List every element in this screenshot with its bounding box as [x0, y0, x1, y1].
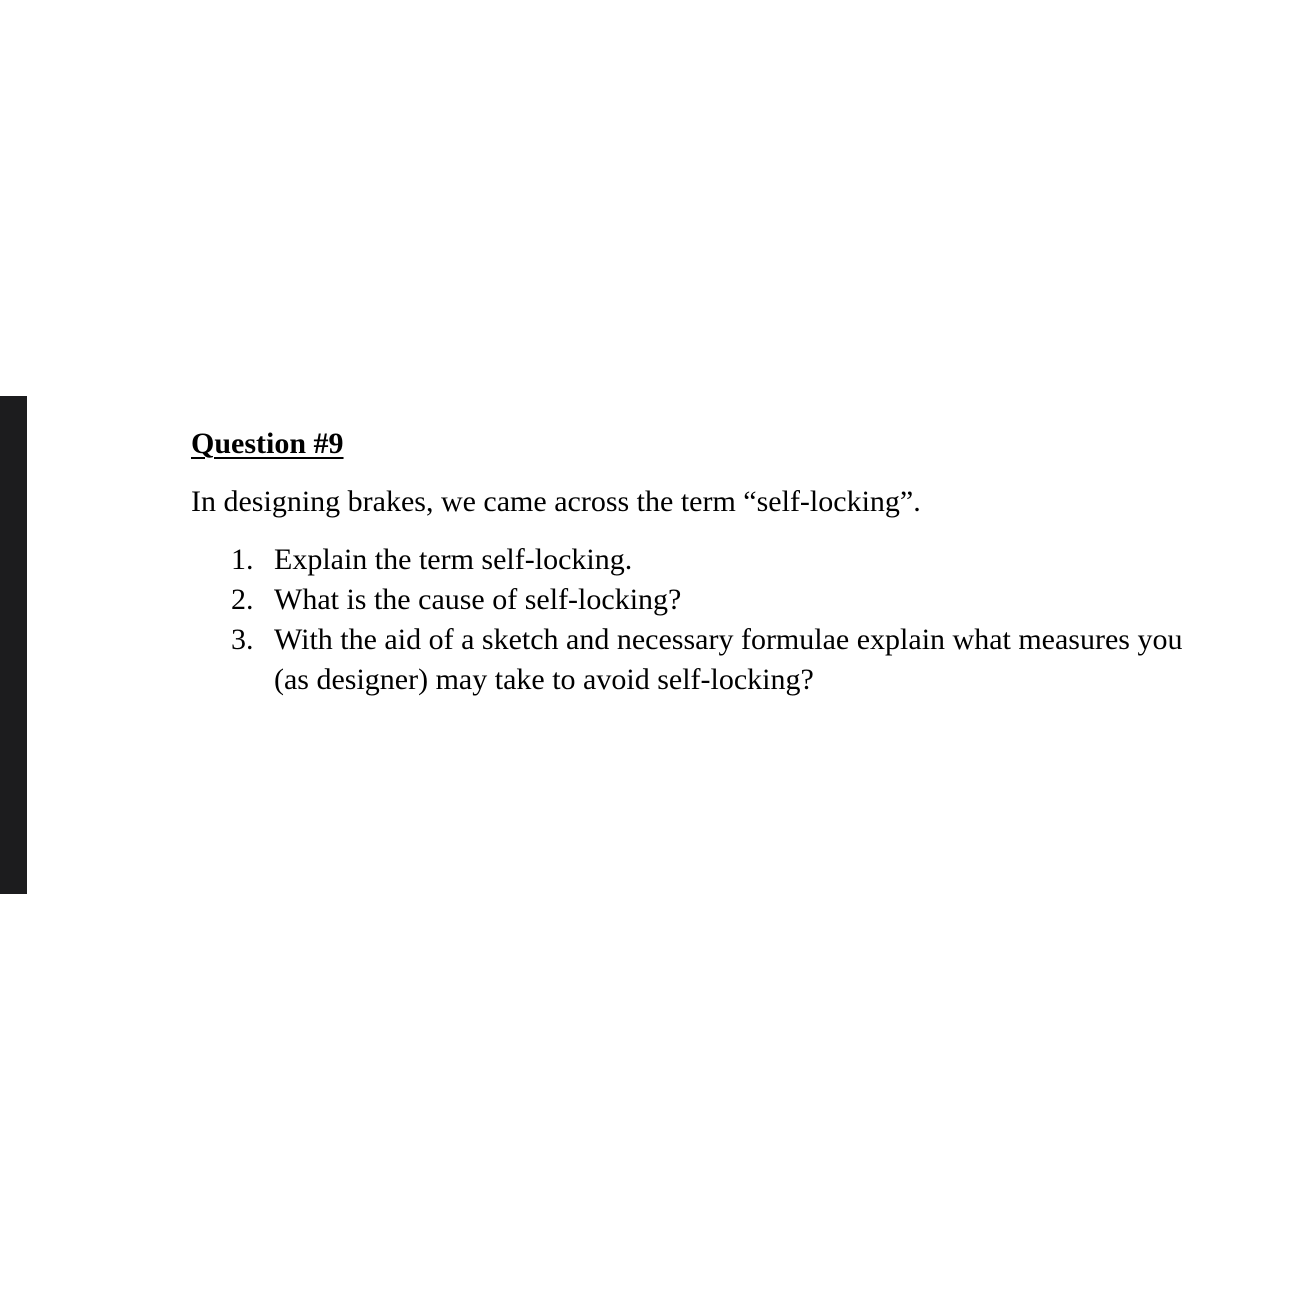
list-item-number: 2. [231, 583, 254, 616]
list-item [191, 540, 1271, 580]
question-list [191, 540, 1271, 700]
list-item [191, 580, 1271, 620]
list-item-text: What is the cause of self-locking? [274, 583, 682, 616]
question-block [191, 424, 1271, 700]
question-title: Question #9 [191, 427, 344, 460]
list-item-number: 3. [231, 623, 254, 656]
list-item-text-line-2: (as designer) may take to avoid self-locking? [274, 663, 814, 696]
question-intro: In designing brakes, we came across the term “self-locking”. [191, 485, 921, 518]
list-item [191, 620, 1271, 700]
left-edge-bar [0, 396, 27, 894]
list-item-text: Explain the term self-locking. [274, 543, 633, 576]
list-item-number: 1. [231, 543, 254, 576]
list-item-text-line-1: With the aid of a sketch and necessary formulae explain what measures you [274, 623, 1183, 656]
